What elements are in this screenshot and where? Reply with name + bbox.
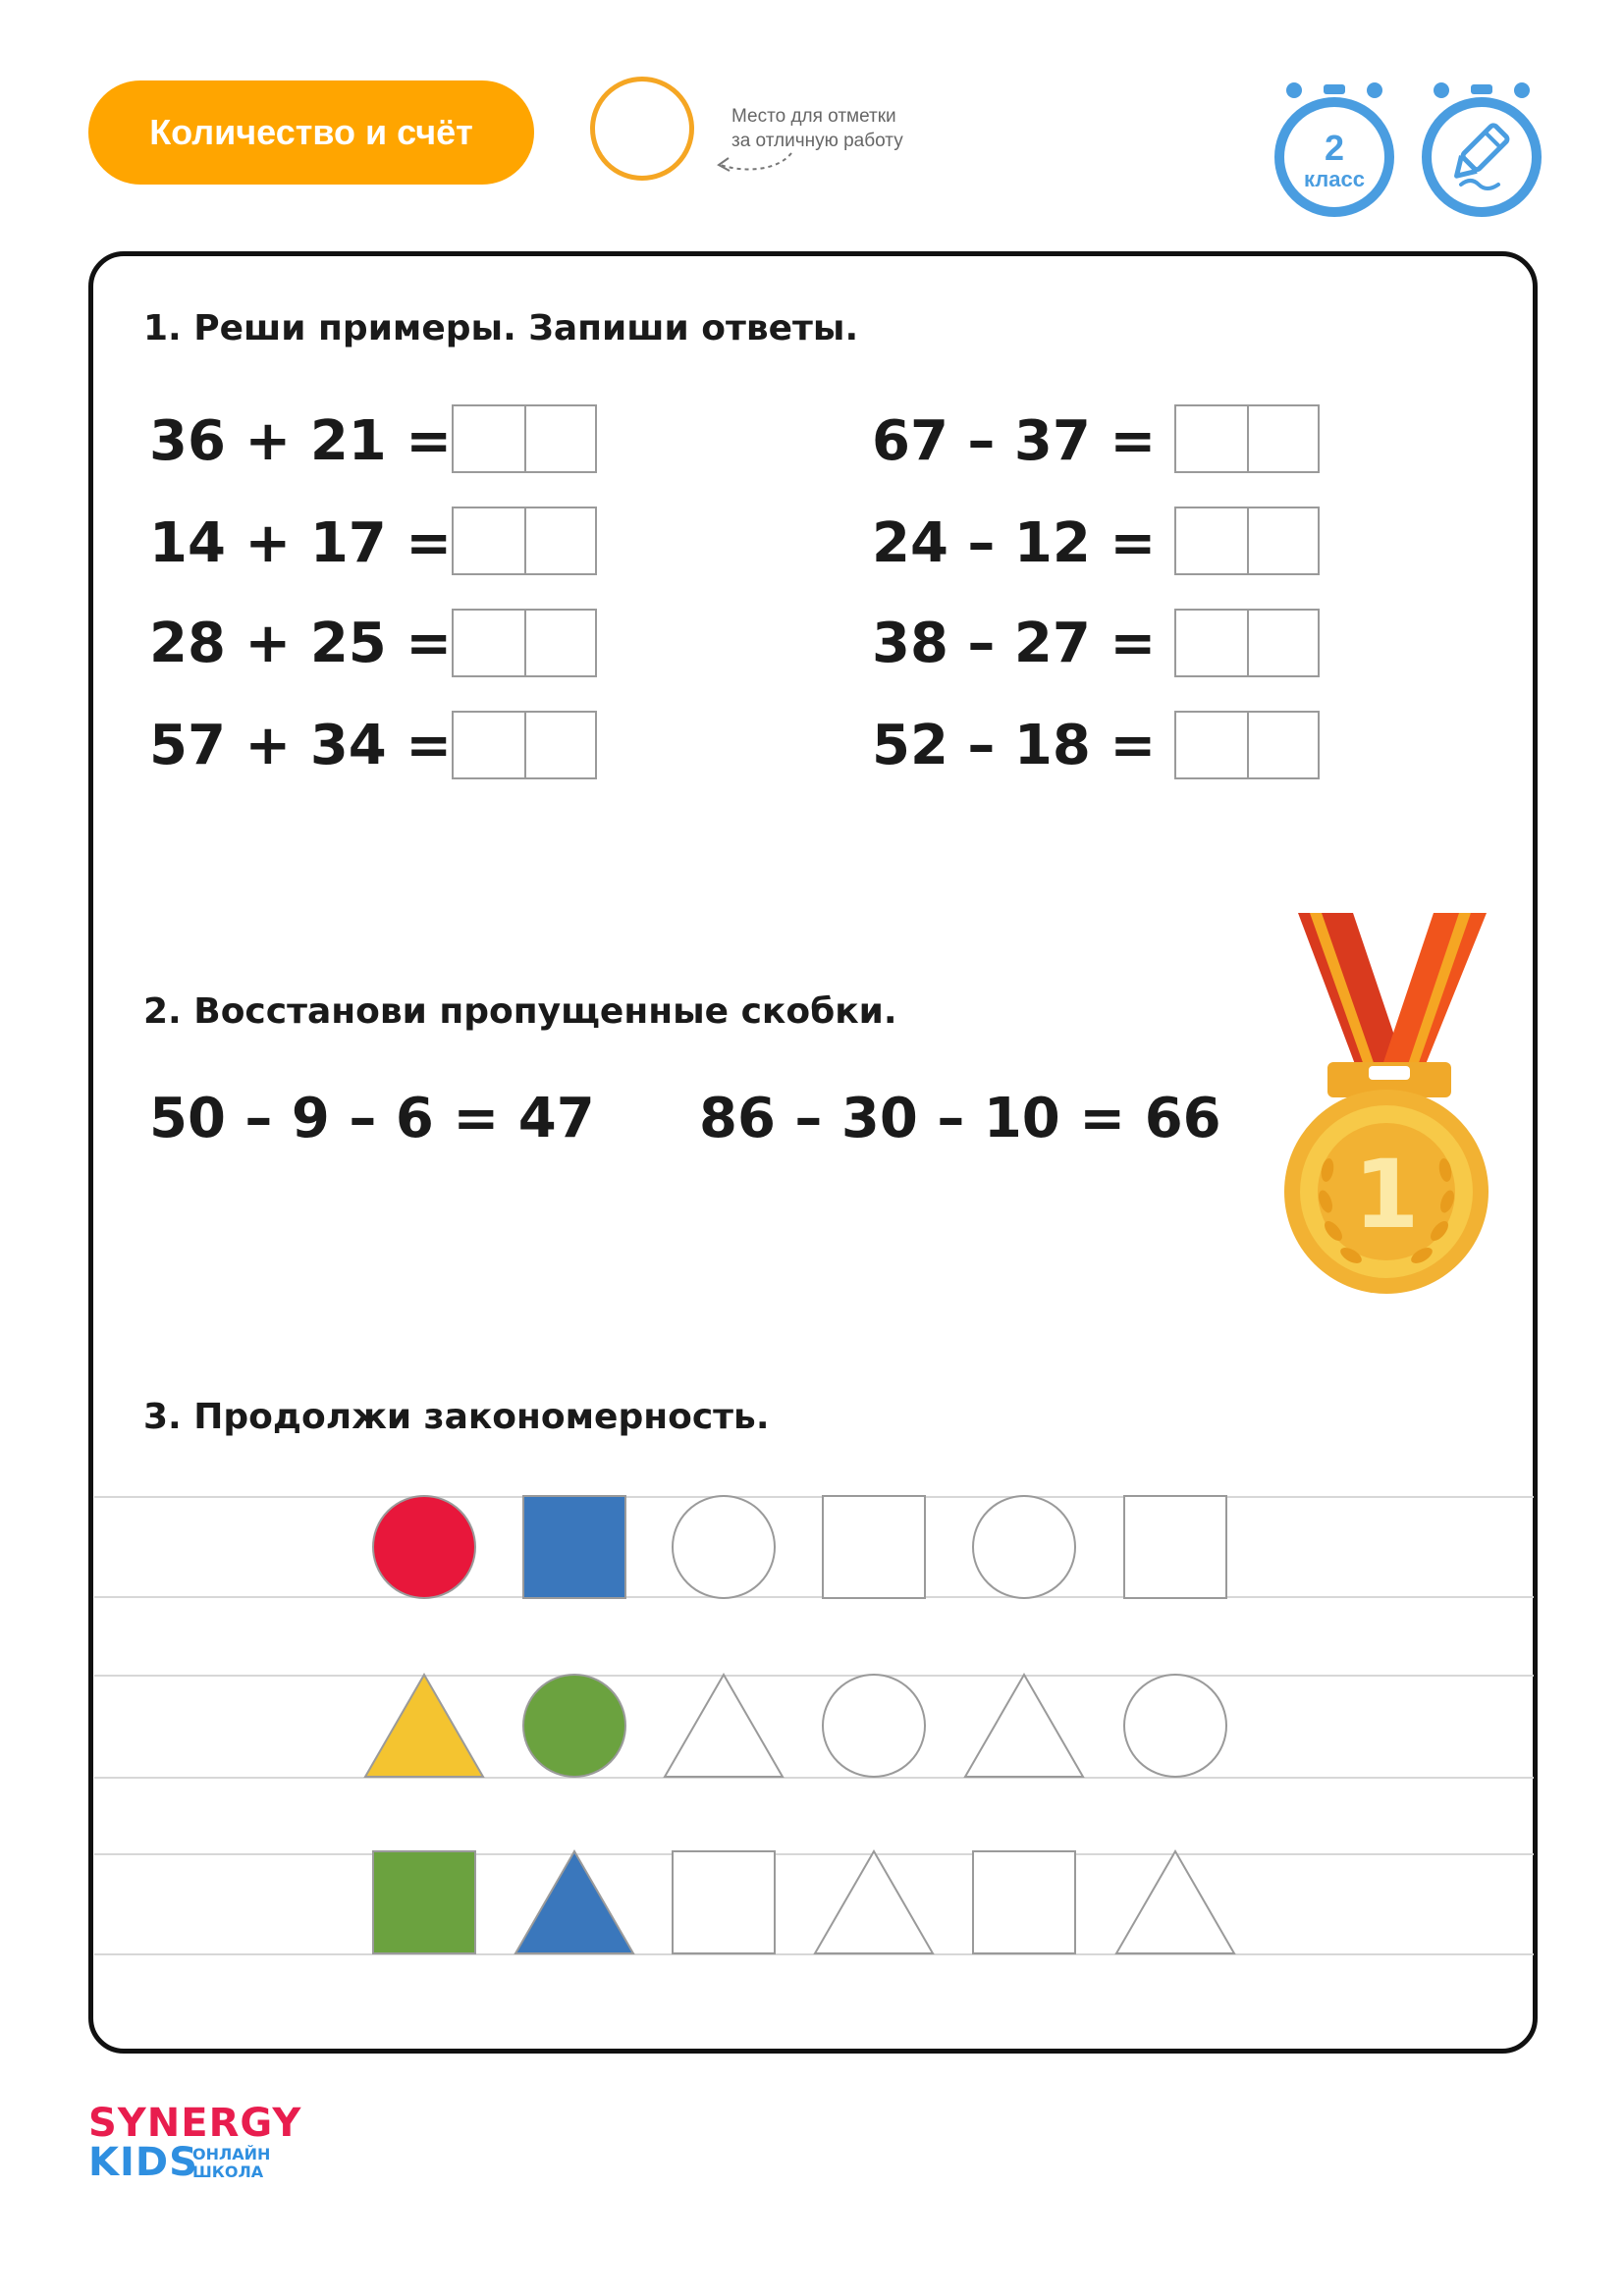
logo-subtitle xyxy=(192,2146,270,2181)
pattern-square-blank[interactable] xyxy=(673,1851,775,1953)
mark-note-line-2: за отличную работу xyxy=(731,131,903,151)
pattern-circle-blank[interactable] xyxy=(673,1496,775,1598)
logo-synergy-text: SYNERGY xyxy=(88,2101,302,2146)
pattern-square-blank[interactable] xyxy=(823,1496,925,1598)
pattern-triangle-blank[interactable] xyxy=(665,1675,783,1777)
task1-left-eq-3: 28 + 25 = xyxy=(149,612,453,675)
pattern-triangle-blank[interactable] xyxy=(815,1851,933,1953)
task1-title: 1. Реши примеры. Запиши ответы. xyxy=(143,308,859,348)
task2-title: 2. Восстанови пропущенные скобки. xyxy=(143,991,897,1032)
topic-label: Количество и счёт xyxy=(88,80,534,185)
pattern-circle xyxy=(523,1675,625,1777)
task1-left-eq-2: 14 + 17 = xyxy=(149,511,453,575)
pattern-circle-blank[interactable] xyxy=(1124,1675,1226,1777)
mark-note-line-1: Место для отметки xyxy=(731,106,896,127)
task1-right-eq-3: 38 – 27 = xyxy=(872,612,1157,675)
pattern-triangle xyxy=(365,1675,483,1777)
task3-title: 3. Продолжи закономерность. xyxy=(143,1397,770,1437)
logo-subtitle-line-2: ШКОЛА xyxy=(192,2163,264,2181)
pattern-square-blank[interactable] xyxy=(1124,1496,1226,1598)
grade-word: класс xyxy=(1304,167,1365,191)
pattern-circle-blank[interactable] xyxy=(973,1496,1075,1598)
pattern-circle xyxy=(373,1496,475,1598)
task1-right-eq-4: 52 – 18 = xyxy=(872,714,1157,777)
medal-number: 1 xyxy=(1353,1140,1420,1250)
pattern-triangle-blank[interactable] xyxy=(965,1675,1083,1777)
task2-expression-2[interactable]: 86 – 30 – 10 = 66 xyxy=(699,1087,1221,1150)
logo-kids-text: KIDS xyxy=(88,2140,198,2185)
pattern-circle-blank[interactable] xyxy=(823,1675,925,1777)
pattern-square xyxy=(523,1496,625,1598)
pattern-square xyxy=(373,1851,475,1953)
task1-left-eq-1: 36 + 21 = xyxy=(149,409,453,473)
task1-right-eq-1: 67 – 37 = xyxy=(872,409,1157,473)
pattern-triangle-blank[interactable] xyxy=(1116,1851,1234,1953)
pattern-triangle xyxy=(515,1851,633,1953)
logo-subtitle-line-1: ОНЛАЙН xyxy=(192,2145,271,2163)
task1-left-eq-4: 57 + 34 = xyxy=(149,714,453,777)
grade-number: 2 xyxy=(1324,128,1345,168)
task2-expression-1[interactable]: 50 – 9 – 6 = 47 xyxy=(149,1087,595,1150)
task1-right-eq-2: 24 – 12 = xyxy=(872,511,1157,575)
pattern-square-blank[interactable] xyxy=(973,1851,1075,1953)
